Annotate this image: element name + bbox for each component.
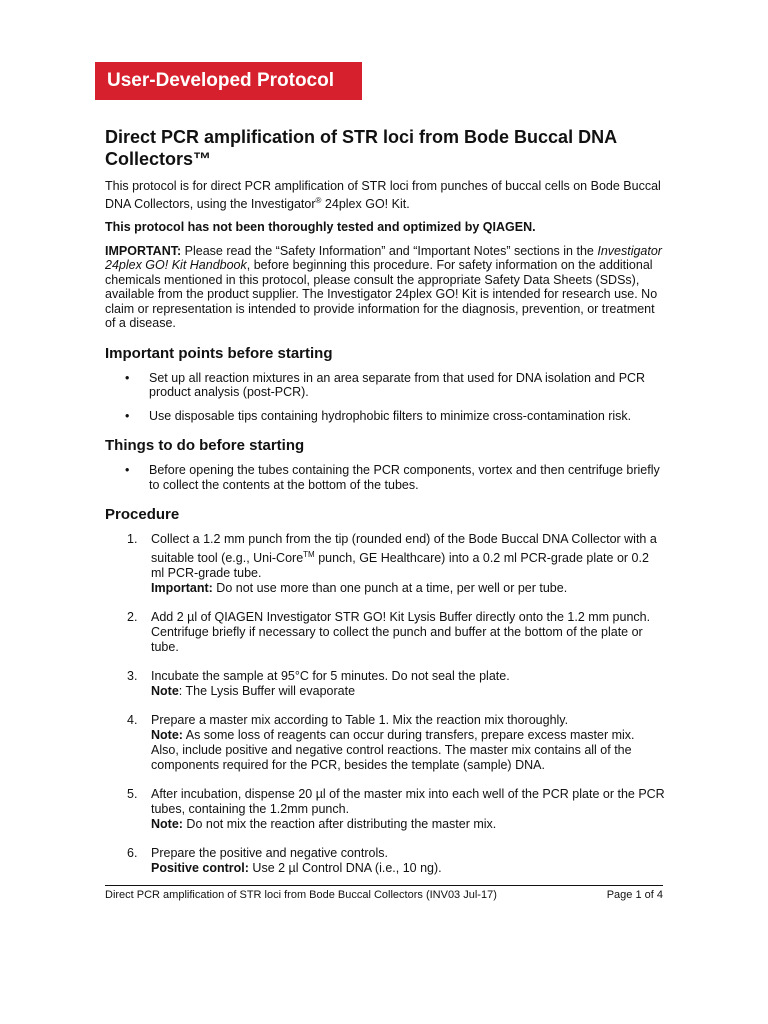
procedure-step-4 <box>105 713 665 773</box>
step-text: Collect a 1.2 mm punch from the tip (rounded end) of the Bode Buccal DNA Collector with a suitable tool (e.g., Uni-Core <box>151 532 657 566</box>
warning-text: This protocol has not been thoroughly tested and optimized by QIAGEN. <box>105 220 536 235</box>
step-number: 3. <box>127 669 138 684</box>
step-number: 2. <box>127 610 138 625</box>
procedure-step-5 <box>105 787 665 832</box>
step-text-cont: punch, GE Healthcare) into a 0.2 ml PCR-grade plate or 0.2 ml PCR-grade tube. <box>151 551 649 581</box>
step-text: After incubation, dispense 20 µl of the master mix into each well of the PCR plate or the PCR tubes, containing the 1.2mm punch. <box>151 787 665 817</box>
note-label: Note: <box>151 817 183 832</box>
note-label: Positive control: <box>151 861 249 876</box>
note-label: Note: <box>151 728 183 743</box>
note-label: Note <box>151 684 179 699</box>
todo-list <box>105 463 665 492</box>
step-note <box>151 581 665 596</box>
handbook-title: Investigator 24plex GO! Kit Handbook <box>105 243 662 273</box>
note-text: Do not use more than one punch at a time, per well or per tube. <box>212 581 568 596</box>
important-text-a: Please read the “Safety Information” and “Important Notes” sections in the <box>181 243 598 258</box>
step-note <box>151 684 665 699</box>
important-label: IMPORTANT: <box>105 243 182 258</box>
page-title: Direct PCR amplification of STR loci from Bode Buccal DNA Collectors™ <box>105 127 617 169</box>
points-list <box>105 371 665 424</box>
page-number: Page 1 of 4 <box>606 889 663 901</box>
step-number: 1. <box>127 532 138 547</box>
note-text: As some loss of reagents can occur during transfers, prepare excess master mix. Also, include positive and negative control reactions. The master mix contains all of the components required for the PCR, besides the template (sample) DNA. <box>151 728 635 773</box>
protocol-badge: User-Developed Protocol <box>95 62 362 100</box>
section-heading-todo: Things to do before starting <box>105 437 305 455</box>
procedure-step-2 <box>105 610 665 655</box>
procedure-step-6 <box>105 846 665 876</box>
list-item: • Before opening the tubes containing the PCR components, vortex and then centrifuge briefly to collect the contents at the bottom of the tubes. <box>105 463 665 492</box>
step-note <box>151 728 665 773</box>
step-text: Prepare a master mix according to Table 1. Mix the reaction mix thoroughly. <box>151 713 569 728</box>
page-footer <box>105 885 663 901</box>
step-number: 5. <box>127 787 138 802</box>
trademark-mark: TM <box>303 550 315 560</box>
footer-title: Direct PCR amplification of STR loci from Bode Buccal Collectors (INV03 Jul-17) <box>105 889 497 901</box>
step-number: 4. <box>127 713 138 728</box>
step-text: Prepare the positive and negative controls. <box>151 846 388 861</box>
list-item: • Use disposable tips containing hydrophobic filters to minimize cross-contamination risk. <box>105 409 665 424</box>
step-text: Add 2 µl of QIAGEN Investigator STR GO! Kit Lysis Buffer directly onto the 1.2 mm punch. Centrifuge briefly if necessary to collect the punch and buffer at the bottom of the plate or tube. <box>151 610 651 655</box>
important-text-b: , before beginning this procedure. For safety information on the additional chemicals mentioned in this protocol, please consult the appropriate Safety Data Sheets (SDSs), available from the product supplier. The Investigator 24plex GO! Kit is intended for research use. No claim or representation is intended to provide information for the diagnosis, prevention, or treatment of a disease. <box>105 258 658 331</box>
step-number: 6. <box>127 846 138 861</box>
procedure-step-3 <box>105 669 665 699</box>
procedure-step-1 <box>105 532 665 596</box>
note-label: Important: <box>151 581 213 596</box>
important-paragraph <box>105 244 665 331</box>
intro-text-end: 24plex GO! Kit. <box>321 196 410 211</box>
step-text: Incubate the sample at 95°C for 5 minutes. Do not seal the plate. <box>151 669 510 684</box>
intro-paragraph <box>105 179 665 211</box>
section-heading-points: Important points before starting <box>105 344 333 362</box>
note-text: Do not mix the reaction after distributing the master mix. <box>182 817 497 832</box>
registered-mark: ® <box>315 195 322 205</box>
step-note <box>151 817 665 832</box>
section-heading-procedure: Procedure <box>105 506 180 524</box>
intro-text: This protocol is for direct PCR amplification of STR loci from punches of buccal cells on Bode Buccal DNA Collectors, using the Investigator <box>105 179 661 211</box>
document-body <box>105 126 665 890</box>
procedure-steps <box>105 532 665 876</box>
list-item: • Set up all reaction mixtures in an area separate from that used for DNA isolation and PCR product analysis (post-PCR). <box>105 371 665 400</box>
warning-paragraph <box>105 220 665 235</box>
step-note <box>151 861 665 876</box>
note-text: : The Lysis Buffer will evaporate <box>178 684 356 699</box>
note-text: Use 2 µl Control DNA (i.e., 10 ng). <box>248 861 442 876</box>
